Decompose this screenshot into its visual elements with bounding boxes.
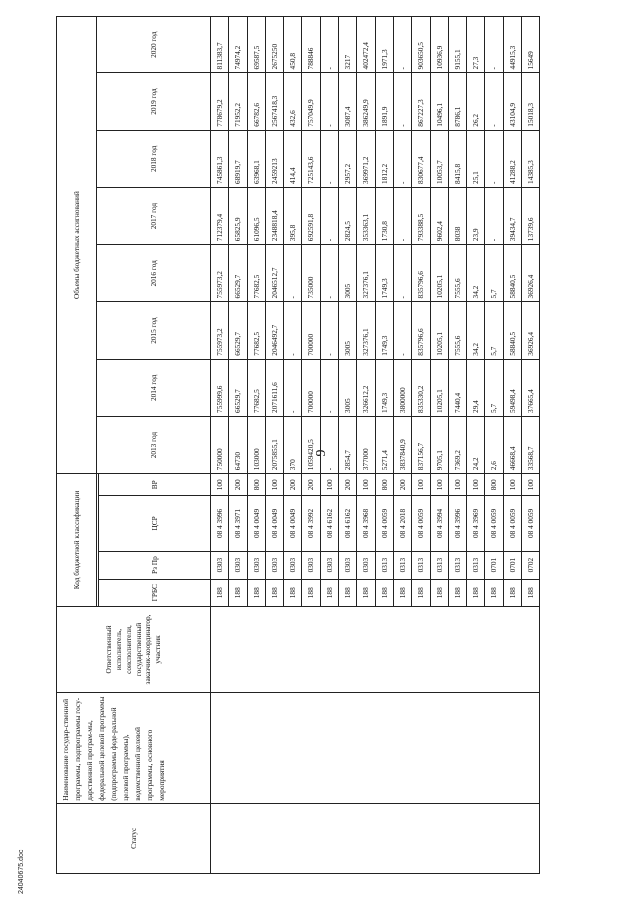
cell-v2013: 750000 <box>211 416 229 473</box>
cell-grbs: 188 <box>430 579 448 606</box>
cell-v2017: 2824,5 <box>339 187 357 244</box>
cell-v2018: 41288,2 <box>503 130 521 187</box>
cell-v2017: - <box>320 187 338 244</box>
cell-v2018: 8415,8 <box>448 130 466 187</box>
header-year-2019: 2019 год <box>97 73 211 130</box>
table-row <box>211 17 229 874</box>
cell-v2018: - <box>485 130 503 187</box>
cell-grbs: 188 <box>485 579 503 606</box>
cell-v2018: 68919,7 <box>229 130 247 187</box>
cell-csr: 08 4 3994 <box>430 496 448 551</box>
cell-rzpr: 0313 <box>375 551 393 579</box>
cell-v2015: 700000 <box>302 302 320 359</box>
cell-v2019: 2567418,3 <box>265 73 283 130</box>
cell-rzpr: 0313 <box>412 551 430 579</box>
cell-v2013: 5271,4 <box>375 416 393 473</box>
header-year-2017: 2017 год <box>97 187 211 244</box>
cell-grbs: 188 <box>229 579 247 606</box>
cell-v2019: 386249,9 <box>357 73 375 130</box>
cell-rzpr: 0303 <box>302 551 320 579</box>
cell-csr: 08 4 0049 <box>247 496 265 551</box>
cell-v2018: 369971,2 <box>357 130 375 187</box>
cell-grbs: 188 <box>284 579 302 606</box>
cell-v2020: 44915,3 <box>503 17 521 73</box>
cell-v2015: 835796,6 <box>412 302 430 359</box>
header-year-2018: 2018 год <box>97 130 211 187</box>
cell-v2013: 9705,1 <box>430 416 448 473</box>
rotated-table-container <box>56 16 570 874</box>
cell-v2017: 712379,4 <box>211 187 229 244</box>
cell-v2016: 5,7 <box>485 245 503 302</box>
cell-rzpr: 0701 <box>503 551 521 579</box>
cell-v2013: 377000 <box>357 416 375 473</box>
cell-csr: 08 4 3996 <box>211 496 229 551</box>
cell-v2017: 793388,5 <box>412 187 430 244</box>
cell-vr: 100 <box>430 474 448 496</box>
cell-v2013: 64730 <box>229 416 247 473</box>
cell-csr: 08 4 6162 <box>339 496 357 551</box>
document-filename: 24040675.doc <box>18 849 25 894</box>
cell-csr: 08 4 0059 <box>412 496 430 551</box>
cell-executor <box>211 606 540 692</box>
cell-csr: 08 4 0049 <box>265 496 283 551</box>
cell-v2015: - <box>393 302 411 359</box>
cell-v2014: - <box>284 359 302 416</box>
cell-v2016: 34,2 <box>467 245 485 302</box>
cell-v2016: 3005 <box>339 245 357 302</box>
cell-grbs: 188 <box>357 579 375 606</box>
cell-v2019: 778679,2 <box>211 73 229 130</box>
cell-grbs: 188 <box>302 579 320 606</box>
cell-rzpr: 0303 <box>265 551 283 579</box>
cell-v2016: 1749,3 <box>375 245 393 302</box>
cell-v2019: 757049,9 <box>302 73 320 130</box>
cell-v2015: 755973,2 <box>211 302 229 359</box>
cell-vr: 100 <box>412 474 430 496</box>
cell-v2014: 59498,4 <box>503 359 521 416</box>
cell-v2020: - <box>393 17 411 73</box>
cell-v2018: 830677,4 <box>412 130 430 187</box>
cell-v2014: 7440,4 <box>448 359 466 416</box>
cell-v2020: 402472,4 <box>357 17 375 73</box>
page-number: 9 <box>314 449 329 457</box>
cell-csr: 08 4 0059 <box>375 496 393 551</box>
cell-v2015: 7555,6 <box>448 302 466 359</box>
cell-v2016: - <box>320 245 338 302</box>
cell-rzpr: 0303 <box>211 551 229 579</box>
cell-v2019: 1891,9 <box>375 73 393 130</box>
cell-vr: 100 <box>503 474 521 496</box>
cell-csr: 08 4 0059 <box>503 496 521 551</box>
cell-v2016: 835796,6 <box>412 245 430 302</box>
cell-v2017: 39434,7 <box>503 187 521 244</box>
cell-grbs: 188 <box>412 579 430 606</box>
header-status: Статус <box>57 803 211 873</box>
cell-v2019: - <box>320 73 338 130</box>
cell-rzpr: 0313 <box>467 551 485 579</box>
cell-rzpr: 0313 <box>430 551 448 579</box>
cell-grbs: 188 <box>375 579 393 606</box>
cell-rzpr: 0313 <box>393 551 411 579</box>
cell-csr: 08 4 0059 <box>522 496 540 551</box>
header-csr: ЦСР <box>99 496 211 551</box>
cell-v2014: 10205,1 <box>430 359 448 416</box>
cell-v2020: 74974,2 <box>229 17 247 73</box>
cell-rzpr: 0303 <box>320 551 338 579</box>
budget-table <box>56 16 540 874</box>
cell-vr: 200 <box>393 474 411 496</box>
header-name: Наименование государ-ственной программы, подпрограммы госу-дарственной програм-мы, федеральной целевой программы (подпрограммы феде-ральной целевой программы), ведомственной целевой программы, основного мероприятия <box>57 693 211 804</box>
cell-v2018: - <box>393 130 411 187</box>
cell-v2016: 735000 <box>302 245 320 302</box>
header-year-2014: 2014 год <box>97 359 211 416</box>
cell-v2013: - <box>320 416 338 473</box>
cell-v2014: 326612,2 <box>357 359 375 416</box>
cell-v2020: 69587,5 <box>247 17 265 73</box>
cell-vr: 100 <box>522 474 540 496</box>
cell-vr: 100 <box>211 474 229 496</box>
cell-v2017: 65825,9 <box>229 187 247 244</box>
cell-csr: 08 4 0059 <box>485 496 503 551</box>
cell-v2019: 8786,1 <box>448 73 466 130</box>
cell-csr: 08 4 3968 <box>357 496 375 551</box>
cell-v2016: 2046512,7 <box>265 245 283 302</box>
cell-v2018: 63968,1 <box>247 130 265 187</box>
cell-grbs: 188 <box>448 579 466 606</box>
cell-v2016: 58840,5 <box>503 245 521 302</box>
header-year-2013: 2013 год <box>97 416 211 473</box>
cell-v2017: 395,8 <box>284 187 302 244</box>
cell-rzpr: 0303 <box>247 551 265 579</box>
cell-v2020: 1971,3 <box>375 17 393 73</box>
cell-status <box>211 803 540 873</box>
cell-v2014: 5,7 <box>485 359 503 416</box>
cell-v2013: 837156,7 <box>412 416 430 473</box>
cell-csr: 08 4 2018 <box>393 496 411 551</box>
cell-v2016: 77682,5 <box>247 245 265 302</box>
cell-v2013: 46668,4 <box>503 416 521 473</box>
cell-v2019: 26,2 <box>467 73 485 130</box>
cell-v2013: 2075855,1 <box>265 416 283 473</box>
cell-v2014: - <box>320 359 338 416</box>
cell-v2015: 1749,3 <box>375 302 393 359</box>
cell-v2013: 7369,2 <box>448 416 466 473</box>
header-year-2016: 2016 год <box>97 245 211 302</box>
cell-v2020: - <box>485 17 503 73</box>
cell-v2017: 692591,8 <box>302 187 320 244</box>
cell-v2015: 66529,7 <box>229 302 247 359</box>
cell-vr: 200 <box>339 474 357 496</box>
cell-v2019: 71952,2 <box>229 73 247 130</box>
cell-v2015: 5,7 <box>485 302 503 359</box>
cell-vr: 200 <box>302 474 320 496</box>
cell-v2015: 327376,1 <box>357 302 375 359</box>
cell-v2017: 8038 <box>448 187 466 244</box>
cell-v2020: 9155,1 <box>448 17 466 73</box>
cell-vr: 800 <box>485 474 503 496</box>
cell-v2018: 725143,6 <box>302 130 320 187</box>
cell-v2020: 15649 <box>522 17 540 73</box>
cell-v2014: 835330,2 <box>412 359 430 416</box>
cell-v2020: 10936,9 <box>430 17 448 73</box>
cell-rzpr: 0702 <box>522 551 540 579</box>
cell-v2016: 66529,7 <box>229 245 247 302</box>
cell-v2013: 3837840,9 <box>393 416 411 473</box>
cell-grbs: 188 <box>393 579 411 606</box>
header-budget-allocations-group: Объемы бюджетных ассигнований <box>57 17 97 474</box>
cell-v2016: 10205,1 <box>430 245 448 302</box>
cell-v2015: 2046492,7 <box>265 302 283 359</box>
cell-v2015: 34,2 <box>467 302 485 359</box>
cell-v2013: 103000 <box>247 416 265 473</box>
cell-grbs: 188 <box>503 579 521 606</box>
cell-vr: 200 <box>284 474 302 496</box>
cell-v2014: 77682,5 <box>247 359 265 416</box>
cell-v2016: 7555,6 <box>448 245 466 302</box>
cell-v2014: 2071611,6 <box>265 359 283 416</box>
cell-v2017: 23,9 <box>467 187 485 244</box>
header-rz-pr: Рз Пр <box>99 551 211 579</box>
cell-v2017: 2348818,4 <box>265 187 283 244</box>
cell-rzpr: 0303 <box>284 551 302 579</box>
cell-vr: 800 <box>247 474 265 496</box>
cell-vr: 100 <box>448 474 466 496</box>
cell-v2016: - <box>284 245 302 302</box>
cell-csr: 08 4 3996 <box>448 496 466 551</box>
cell-v2019: 3087,4 <box>339 73 357 130</box>
header-year-2015: 2015 год <box>97 302 211 359</box>
cell-v2015: 36926,4 <box>522 302 540 359</box>
cell-v2013: 2,6 <box>485 416 503 473</box>
cell-v2015: 77682,5 <box>247 302 265 359</box>
cell-rzpr: 0313 <box>448 551 466 579</box>
header-year-2020: 2020 год <box>97 17 211 73</box>
cell-v2019: 43104,9 <box>503 73 521 130</box>
cell-grbs: 188 <box>265 579 283 606</box>
cell-v2020: - <box>320 17 338 73</box>
cell-v2018: 10053,7 <box>430 130 448 187</box>
cell-v2014: 1749,3 <box>375 359 393 416</box>
cell-v2020: 903650,5 <box>412 17 430 73</box>
cell-rzpr: 0303 <box>357 551 375 579</box>
cell-v2017: - <box>393 187 411 244</box>
cell-v2019: - <box>393 73 411 130</box>
header-vr: ВР <box>99 474 211 496</box>
cell-vr: 100 <box>467 474 485 496</box>
cell-v2017: 9602,4 <box>430 187 448 244</box>
cell-v2017: 353363,1 <box>357 187 375 244</box>
cell-grbs: 188 <box>320 579 338 606</box>
cell-rzpr: 0303 <box>339 551 357 579</box>
cell-v2015: 3005 <box>339 302 357 359</box>
cell-v2020: 450,8 <box>284 17 302 73</box>
header-executor: Ответственный исполнитель, соисполнители, государственный заказчик-координатор, участник <box>57 606 211 692</box>
cell-v2013: 33568,7 <box>522 416 540 473</box>
cell-v2014: 66529,7 <box>229 359 247 416</box>
cell-v2013: 2854,7 <box>339 416 357 473</box>
cell-v2015: - <box>284 302 302 359</box>
cell-grbs: 188 <box>247 579 265 606</box>
cell-v2014: 755999,6 <box>211 359 229 416</box>
cell-v2018: 2459213 <box>265 130 283 187</box>
cell-v2019: 15018,3 <box>522 73 540 130</box>
cell-v2017: 61096,5 <box>247 187 265 244</box>
cell-v2019: 432,6 <box>284 73 302 130</box>
cell-csr: 08 4 6162 <box>320 496 338 551</box>
cell-v2019: - <box>485 73 503 130</box>
cell-csr: 08 4 3971 <box>229 496 247 551</box>
cell-v2014: 3005 <box>339 359 357 416</box>
cell-v2020: 811383,7 <box>211 17 229 73</box>
cell-v2018: 1812,2 <box>375 130 393 187</box>
cell-v2017: - <box>485 187 503 244</box>
cell-v2019: 867227,3 <box>412 73 430 130</box>
header-grbs: ГРБС <box>99 579 211 606</box>
cell-vr: 800 <box>375 474 393 496</box>
cell-v2016: - <box>393 245 411 302</box>
cell-v2013: 1059420,5 <box>302 416 320 473</box>
cell-v2015: - <box>320 302 338 359</box>
cell-vr: 100 <box>357 474 375 496</box>
cell-v2014: 37665,4 <box>522 359 540 416</box>
cell-v2017: 13739,6 <box>522 187 540 244</box>
cell-rzpr: 0303 <box>229 551 247 579</box>
cell-v2015: 10205,1 <box>430 302 448 359</box>
cell-name <box>211 693 540 804</box>
cell-v2014: 700000 <box>302 359 320 416</box>
cell-v2014: 3800000 <box>393 359 411 416</box>
cell-grbs: 188 <box>339 579 357 606</box>
cell-v2018: - <box>320 130 338 187</box>
cell-grbs: 188 <box>211 579 229 606</box>
cell-vr: 100 <box>265 474 283 496</box>
cell-grbs: 188 <box>522 579 540 606</box>
cell-csr: 08 4 3969 <box>467 496 485 551</box>
cell-v2020: 3217 <box>339 17 357 73</box>
cell-v2013: 24,2 <box>467 416 485 473</box>
cell-v2015: 58840,5 <box>503 302 521 359</box>
cell-v2018: 25,1 <box>467 130 485 187</box>
cell-v2016: 755973,2 <box>211 245 229 302</box>
cell-vr: 200 <box>229 474 247 496</box>
header-budget-code-group: Код бюджетной классификации <box>57 474 97 607</box>
cell-v2017: 1730,8 <box>375 187 393 244</box>
cell-v2016: 36926,4 <box>522 245 540 302</box>
cell-v2020: 788846 <box>302 17 320 73</box>
cell-v2018: 2957,2 <box>339 130 357 187</box>
cell-v2016: 327376,1 <box>357 245 375 302</box>
cell-csr: 08 4 3992 <box>302 496 320 551</box>
cell-grbs: 188 <box>467 579 485 606</box>
cell-v2020: 2675250 <box>265 17 283 73</box>
cell-v2019: 66782,6 <box>247 73 265 130</box>
cell-v2019: 10496,1 <box>430 73 448 130</box>
cell-v2020: 27,3 <box>467 17 485 73</box>
cell-v2018: 414,4 <box>284 130 302 187</box>
cell-vr: 100 <box>320 474 338 496</box>
cell-csr: 08 4 0049 <box>284 496 302 551</box>
cell-rzpr: 0701 <box>485 551 503 579</box>
cell-v2013: 370 <box>284 416 302 473</box>
cell-v2014: 29,4 <box>467 359 485 416</box>
cell-v2018: 745861,3 <box>211 130 229 187</box>
cell-v2018: 14385,3 <box>522 130 540 187</box>
